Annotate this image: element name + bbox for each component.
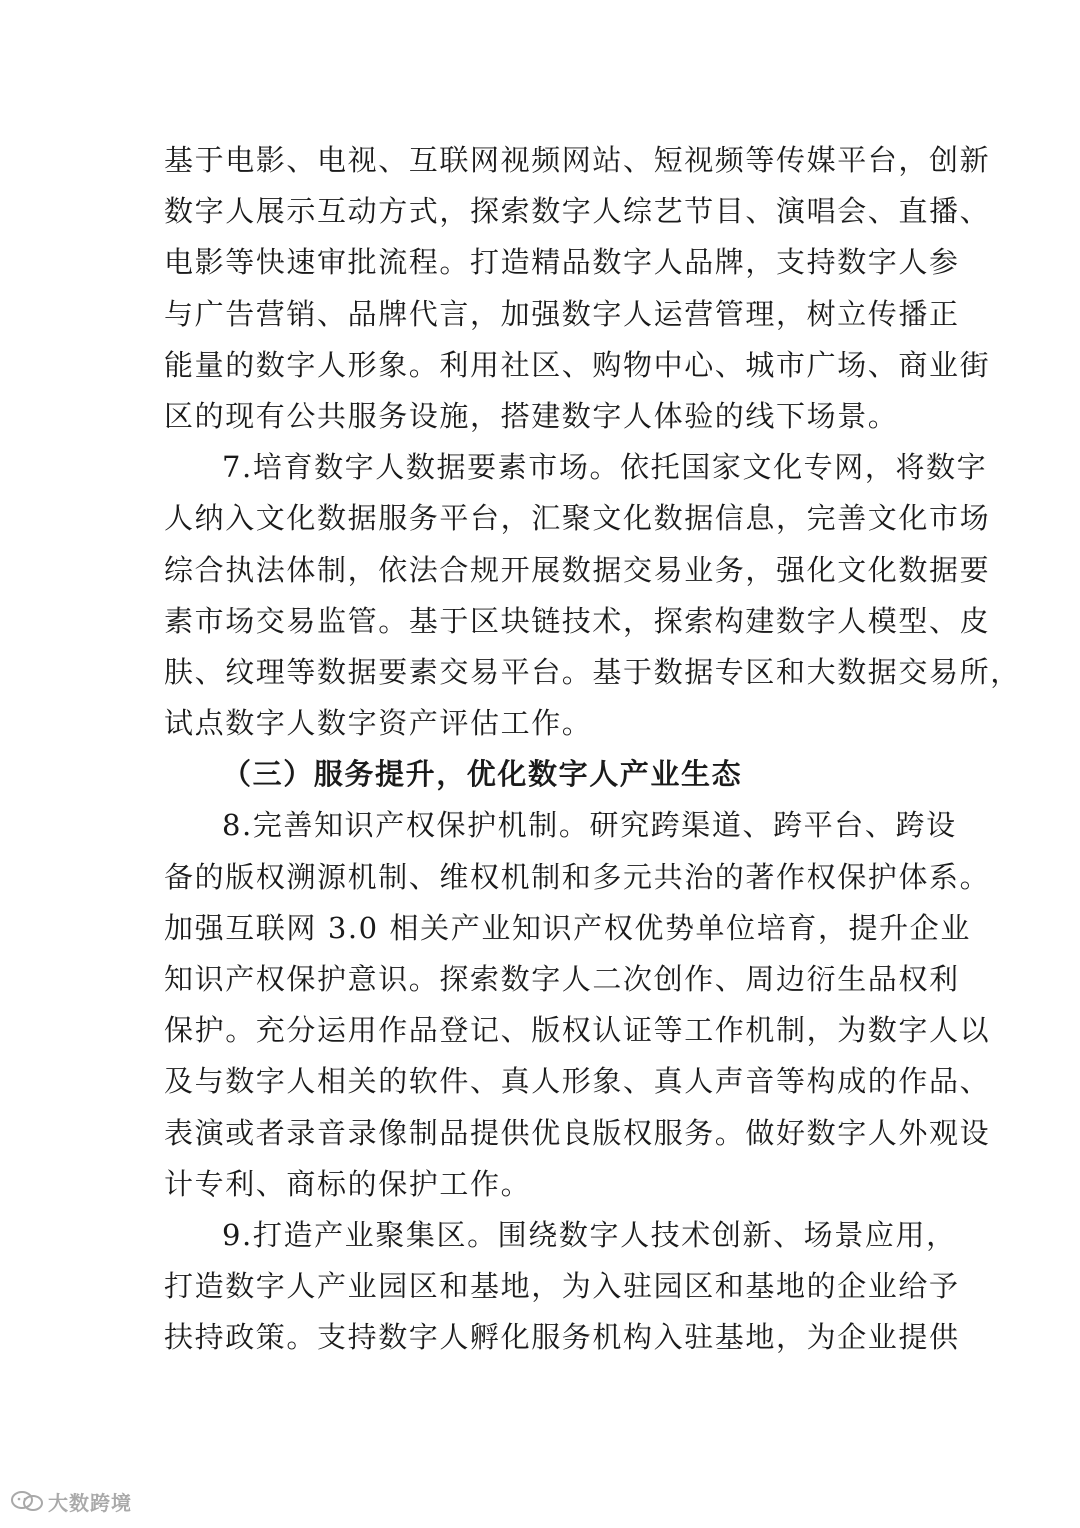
text-line: 试点数字人数字资产评估工作。 (164, 706, 593, 741)
text-line: 打造数字人产业园区和基地，为入驻园区和基地的企业给予 (164, 1269, 960, 1304)
text-line: 基于电影、电视、互联网视频网站、短视频等传媒平台，创新 (164, 143, 991, 177)
text-line: 8.完善知识产权保护机制。研究跨渠道、跨平台、跨设 (222, 808, 957, 843)
watermark (10, 1486, 132, 1516)
wechat-logo-icon (10, 1490, 44, 1512)
text-line: 加强互联网 3.0 相关产业知识产权优势单位培育，提升企业 (164, 910, 971, 945)
section-heading: （三）服务提升，优化数字人产业生态 (222, 757, 743, 792)
text-line: 肤、纹理等数据要素交易平台。基于数据专区和大数据交易所， (164, 654, 1021, 689)
text-line: 7.培育数字人数据要素市场。依托国家文化专网，将数字 (222, 450, 988, 485)
text-line: 电影等快速审批流程。打造精品数字人品牌，支持数字人参 (164, 245, 960, 280)
document-body (164, 135, 1021, 1364)
watermark-text: 大数跨境 (48, 1492, 132, 1515)
text-line: 备的版权溯源机制、维权机制和多元共治的著作权保护体系。 (164, 859, 991, 894)
text-line: 保护。充分运用作品登记、版权认证等工作机制，为数字人以 (164, 1013, 991, 1048)
text-line: 综合执法体制，依法合规开展数据交易业务，强化文化数据要 (164, 552, 991, 587)
text-line: 能量的数字人形象。利用社区、购物中心、城市广场、商业街 (164, 347, 991, 382)
text-line: 9.打造产业聚集区。围绕数字人技术创新、场景应用， (222, 1217, 957, 1252)
text-line: 人纳入文化数据服务平台，汇聚文化数据信息，完善文化市场 (164, 501, 991, 536)
text-line: 素市场交易监管。基于区块链技术，探索构建数字人模型、皮 (164, 603, 991, 638)
text-line: 扶持政策。支持数字人孵化服务机构入驻基地，为企业提供 (164, 1320, 960, 1355)
text-line: 知识产权保护意识。探索数字人二次创作、周边衍生品权利 (164, 962, 960, 996)
text-line: 及与数字人相关的软件、真人形象、真人声音等构成的作品、 (164, 1064, 991, 1099)
text-line: 表演或者录音录像制品提供优良版权服务。做好数字人外观设 (164, 1115, 991, 1150)
text-line: 计专利、商标的保护工作。 (164, 1166, 532, 1201)
text-line: 区的现有公共服务设施，搭建数字人体验的线下场景。 (164, 398, 899, 433)
text-line: 数字人展示互动方式，探索数字人综艺节目、演唱会、直播、 (164, 194, 991, 229)
text-line: 与广告营销、品牌代言，加强数字人运营管理，树立传播正 (164, 296, 960, 331)
